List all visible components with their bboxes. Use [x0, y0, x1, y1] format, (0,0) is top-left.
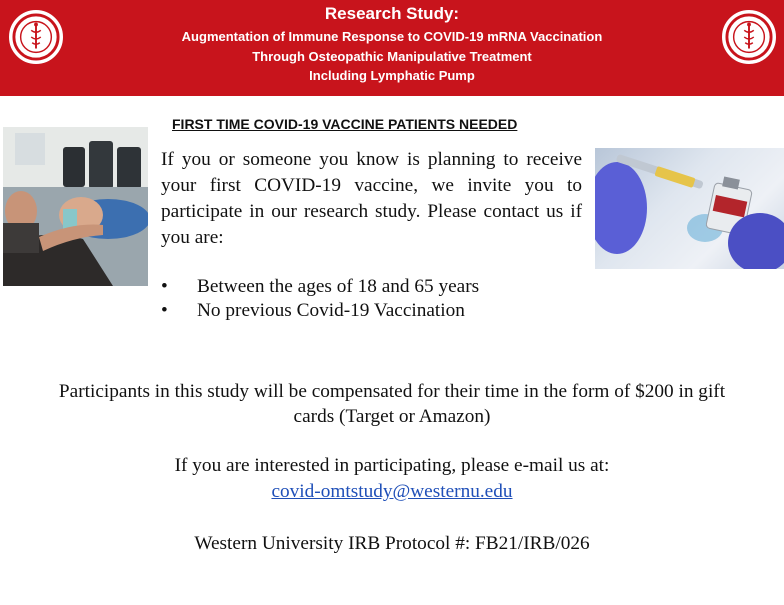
bullet-glyph: •	[161, 300, 168, 321]
eligibility-list	[161, 275, 479, 323]
section-heading: FIRST TIME COVID-19 VACCINE PATIENTS NEEDED	[172, 116, 518, 132]
banner-subtitle-line: Augmentation of Immune Response to COVID-19 mRNA Vaccination	[181, 29, 603, 44]
university-seal-icon	[9, 10, 63, 64]
bullet-glyph: •	[161, 276, 168, 297]
list-item	[161, 275, 479, 299]
list-item-text: No previous Covid-19 Vaccination	[197, 300, 465, 321]
compensation-text	[0, 379, 784, 429]
header-banner	[0, 0, 784, 96]
banner-title: Research Study:	[324, 4, 460, 23]
intro-paragraph: If you or someone you know is planning to receive your first COVID-19 vaccine, we invite you to participate in our research study. Please contact us if you are:	[161, 149, 582, 248]
irb-protocol: Western University IRB Protocol #: FB21/IRB/026	[194, 533, 590, 554]
banner-subtitle-line: Including Lymphatic Pump	[309, 68, 475, 83]
interest-text: If you are interested in participating, please e-mail us at:	[174, 455, 610, 476]
university-seal-icon	[722, 10, 776, 64]
compensation-line: Participants in this study will be compensated for their time in the form of $200 in gift	[58, 381, 726, 402]
banner-subtitle-line: Through Osteopathic Manipulative Treatment	[252, 48, 532, 64]
list-item-text: Between the ages of 18 and 65 years	[197, 276, 480, 297]
compensation-line: cards (Target or Amazon)	[293, 406, 491, 427]
email-link[interactable]: covid-omtstudy@westernu.edu	[271, 481, 513, 502]
banner-subtitle	[0, 27, 784, 86]
list-item	[161, 299, 479, 323]
vaccine-photo	[595, 148, 784, 269]
treatment-photo	[3, 127, 148, 286]
